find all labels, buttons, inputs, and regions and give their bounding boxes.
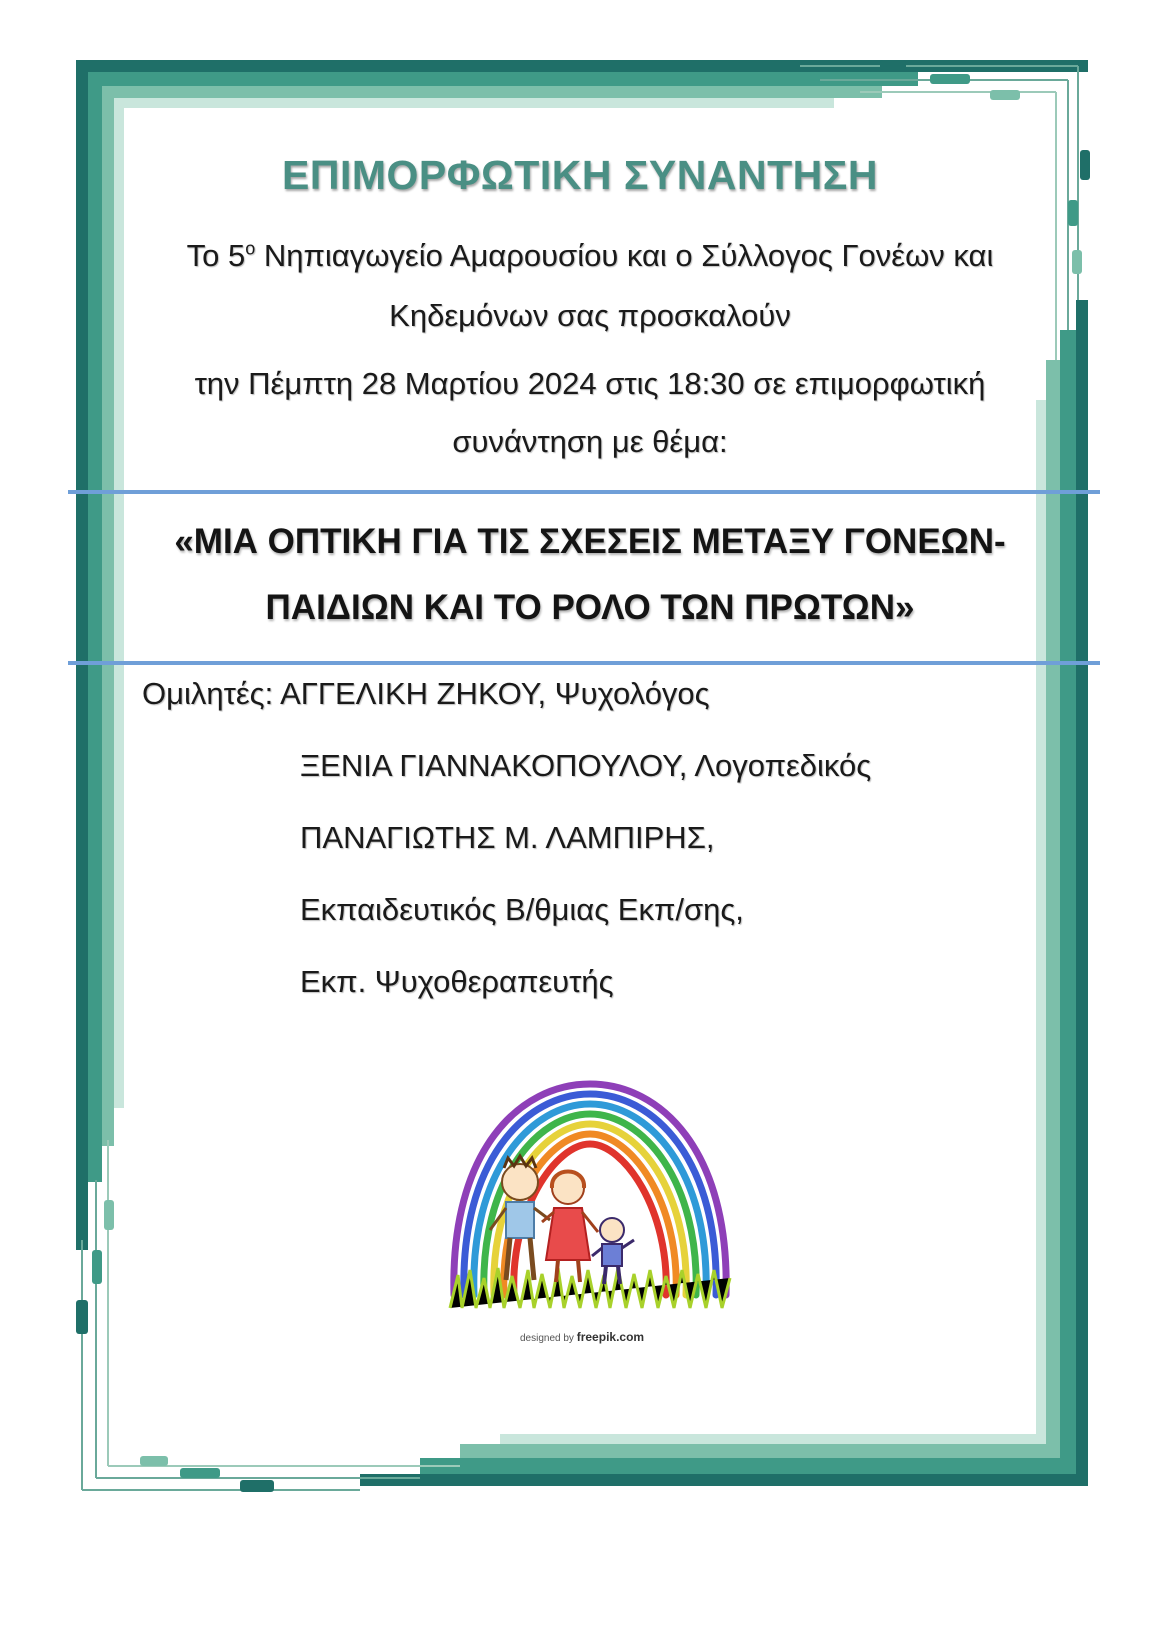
intro-ordinal: ο	[245, 238, 256, 259]
intro-prefix: Το 5	[186, 238, 246, 273]
intro-line-3: την Πέμπτη 28 Μαρτίου 2024 στις 18:30 σε επιμορφωτική	[194, 366, 986, 401]
intro-line-4: συνάντηση με θέμα:	[452, 424, 728, 459]
event-title: ΕΠΙΜΟΡΦΩΤΙΚΗ ΣΥΝΑΝΤΗΣΗ	[282, 152, 878, 198]
topic-rule-top	[68, 490, 1100, 494]
speakers-line-4: Εκπαιδευτικός Β/θμιας Εκπ/σης,	[300, 892, 744, 927]
topic-line-1: «ΜΙΑ ΟΠΤΙΚΗ ΓΙΑ ΤΙΣ ΣΧΕΣΕΙΣ ΜΕΤΑΞΥ ΓΟΝΕΩΝ-	[174, 522, 1006, 561]
speakers-line-3: ΠΑΝΑΓΙΩΤΗΣ Μ. ΛΑΜΠΙΡΗΣ,	[300, 820, 715, 855]
intro-line-1	[80, 238, 1100, 274]
speakers-line-2: ΞΕΝΙΑ ΓΙΑΝΝΑΚΟΠΟΥΛΟΥ, Λογοπεδικός	[300, 748, 872, 783]
freepik-credit	[520, 1330, 644, 1344]
topic-line-2: ΠΑΙΔΙΩΝ ΚΑΙ ΤΟ ΡΟΛΟ ΤΩΝ ΠΡΩΤΩΝ»	[265, 588, 915, 627]
credit-prefix: designed by	[520, 1333, 574, 1344]
rainbow-family-icon	[440, 1070, 740, 1320]
intro-line-2: Κηδεμόνων σας προσκαλούν	[389, 298, 791, 333]
speakers-line-5: Εκπ. Ψυχοθεραπευτής	[300, 964, 614, 999]
topic-rule-bottom	[68, 661, 1100, 665]
credit-brand: freepik.com	[576, 1330, 645, 1344]
intro-rest: Νηπιαγωγείο Αμαρουσίου και ο Σύλλογος Γονέων και	[255, 238, 994, 273]
speakers-line-1: Ομιλητές: ΑΓΓΕΛΙΚΗ ΖΗΚΟΥ, Ψυχολόγος	[142, 676, 710, 711]
